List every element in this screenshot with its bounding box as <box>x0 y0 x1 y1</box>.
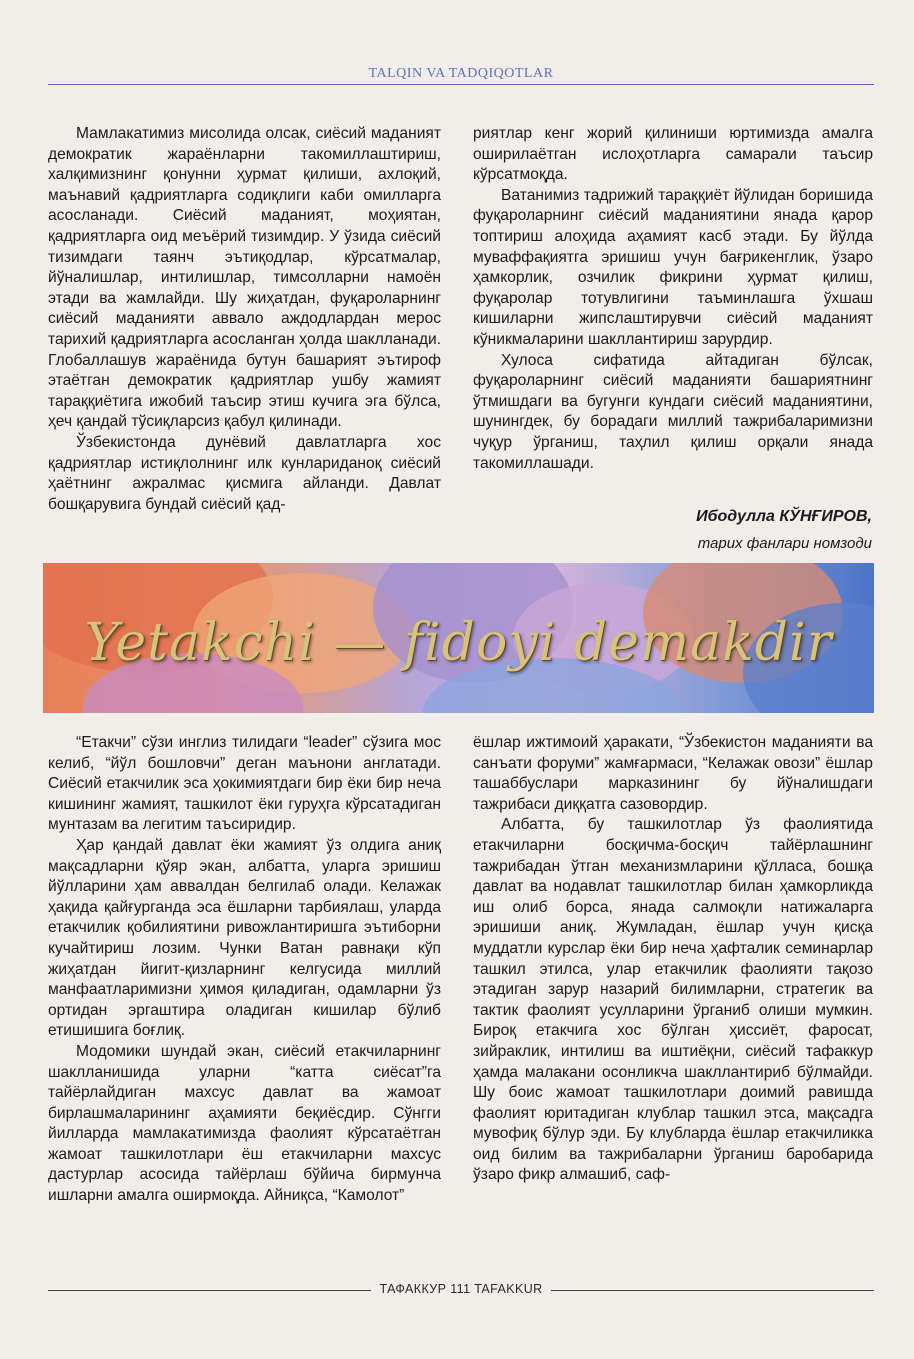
paragraph: Ўзбекистонда дунёвий давлатларга хос қадриятлар истиқлолнинг илк кунлариданоқ сиёсий ҳаётнинг ажралмас қисмига айланди. Давлат бошқарувига бундай сиёсий қад- <box>48 433 441 513</box>
author-signature <box>696 506 872 555</box>
section-title: TALQIN VA TADQIQOTLAR <box>368 66 554 81</box>
paragraph: Албатта, бу ташкилотлар ўз фаолиятида етакчиларни босқичма-босқич тайёрлашнинг тажрибадан ўтган механизмларини қўлласа, бошқа давлат ва нодавлат ташкилотлар билан ҳамкорликда иш олиб борса, янада салмоқли натижаларга эришиши аниқ. Жумладан, ёшлар учун қисқа муддатли курслар ёки бир неча ҳафталик семинарлар ташкил этилса, улар етакчилик фаолияти тақозо этадиган зарур назарий билимларни, стратегик ва тактик фаолият усулларини ўрганиб олиши мумкин. Бироқ етакчига хос бўлган ҳиссиёт, фаросат, зийраклик, интилиш ва иштиёқни, сиёсий тафаккур ҳамда малакани осонликча шакллантириб бўлмайди. Шу боис жамоат ташкилотлари доимий равишда фаолият юритадиган клублар ташкил этса, мақсадга мувофиқ бўлур эди. Бу клубларда ёшлар етакчиликка оид билим ва тажрибаларни ўрганиш баробарида ўзаро фикр алмашиб, саф- <box>473 816 873 1184</box>
footer-page-label: ТАФАККУР 111 TAFAKKUR <box>371 1282 550 1296</box>
author-name: Ибодулла КЎНҒИРОВ, <box>696 508 872 525</box>
article1-column-right <box>473 124 873 474</box>
banner-title: Yetakchi — fidoyi demakdir <box>84 613 833 673</box>
paragraph: Ҳар қандай давлат ёки жамият ўз олдига аниқ мақсадларни қўяр экан, албатта, уларга эришиш йўлларини ҳам аввалдан белгилаб олади. Келажак ҳақида қайғурганда эса ёшларни тарбиялаш, уларда етакчилик қобилиятини ривожлантиришга эътиборни кучайтириш лозим. Чунки Ватан равнақи кўп жиҳатдан йигит-қизларнинг келгусида миллий манфаатларимизни ҳимоя қиладиган, одамларни ўз ортидан эргаштира оладиган кишилар бўлиб етишишига боғлиқ. <box>48 836 441 1040</box>
running-header <box>48 66 874 88</box>
paragraph: “Етакчи” сўзи инглиз тилидаги “leader” сўзига мос келиб, “йўл бошловчи” деган маънони англатади. Сиёсий етакчилик эса ҳокимиятдаги бир ёки бир неча кишининг жамият, ташкилот ёки гуруҳга кўрсатадиган мунтазам ва легитим таъсиридир. <box>48 734 441 834</box>
paragraph-continued: риятлар кенг жорий қилиниши юртимизда амалга оширилаётган ислоҳотларга самарали таъсир кўрсатмоқда. <box>473 125 873 184</box>
article2-column-left <box>48 733 441 1207</box>
article1-column-left <box>48 124 441 515</box>
paragraph: Модомики шундай экан, сиёсий етакчиларнинг шаклланишида уларни “катта сиёсат”га тайёрлайдиган махсус давлат ва жамоат бирлашмаларининг аҳамияти беқиёсдир. Сўнгги йилларда мамлакатимизда фаолият кўрсатаётган жамоат ташкилотлари ёш етакчиларни махсус дастурлар асосида тайёрлаш бўйича бирмунча ишларни амалга оширмоқда. Айниқса, “Камолот” <box>48 1042 441 1205</box>
paragraph: Мамлакатимиз мисолида олсак, сиёсий маданият демократик жараёнларни такомиллаштириш, халқимизнинг қонунни ҳурмат қилиши, ахлоқий, маънавий қадриятларга содиқлиги каби омилларга асосланади. Сиёсий маданият, моҳиятан, қадриятларга оид меъёрий тизимдир. У ўзида сиёсий тизимдаги таянч эътиқодлар, кўрсатмалар, йўналишлар, интилишлар, тимсолларни намоён этади ва жамлайди. Шу жиҳатдан, фуқароларнинг сиёсий маданияти аввало аждодлардан мерос тарихий қадриятларга асосланган ҳолда шаклланади. Глобаллашув жараёнида бутун башарият эътироф этаётган демократик қадриятлар ушбу жамият тараққиётига ижобий таъсир этиш кучига эга бўлса, ҳеч қандай тўсиқларсиз қабул қилинади. <box>48 125 441 431</box>
author-degree: тарих фанлари номзоди <box>697 535 872 552</box>
page-footer <box>48 1282 874 1298</box>
paragraph: Хулоса сифатида айтадиган бўлсак, фуқароларнинг сиёсий маданияти башариятнинг ўтмишдаги ва бугунги кундаги сиёсий маданиятини, шунингдек, бу борадаги миллий тажрибаларимизни чуқур ўрганиш, таҳлил қилиш орқали янада такомиллашади. <box>473 351 873 472</box>
paragraph-continued: ёшлар ижтимоий ҳаракати, “Ўзбекистон маданияти ва санъати форуми” жамғармаси, “Келажак овози” ёшлар ташаббуслари марказининг бу йўналишдаги тажрибаси диққатга сазовордир. <box>473 734 873 813</box>
paragraph: Ватанимиз тадрижий тараққиёт йўлидан боришида фуқароларнинг сиёсий маданиятини янада қарор топтириш алоҳида аҳамият касб этади. Бу йўлда муваффақиятга эришиш учун бағрикенглик, ўзаро ҳамкорлик, озчилик фикрини ҳурмат қилиш, фуқаролар тотувлигини таъминлашга ўхшаш кишиларни жипслаштирувчи сиёсий маданият кўникмаларини шакллантириш зарурдир. <box>473 186 873 348</box>
article-banner <box>43 563 874 713</box>
header-rule <box>48 84 874 85</box>
article2-column-right <box>473 733 873 1186</box>
